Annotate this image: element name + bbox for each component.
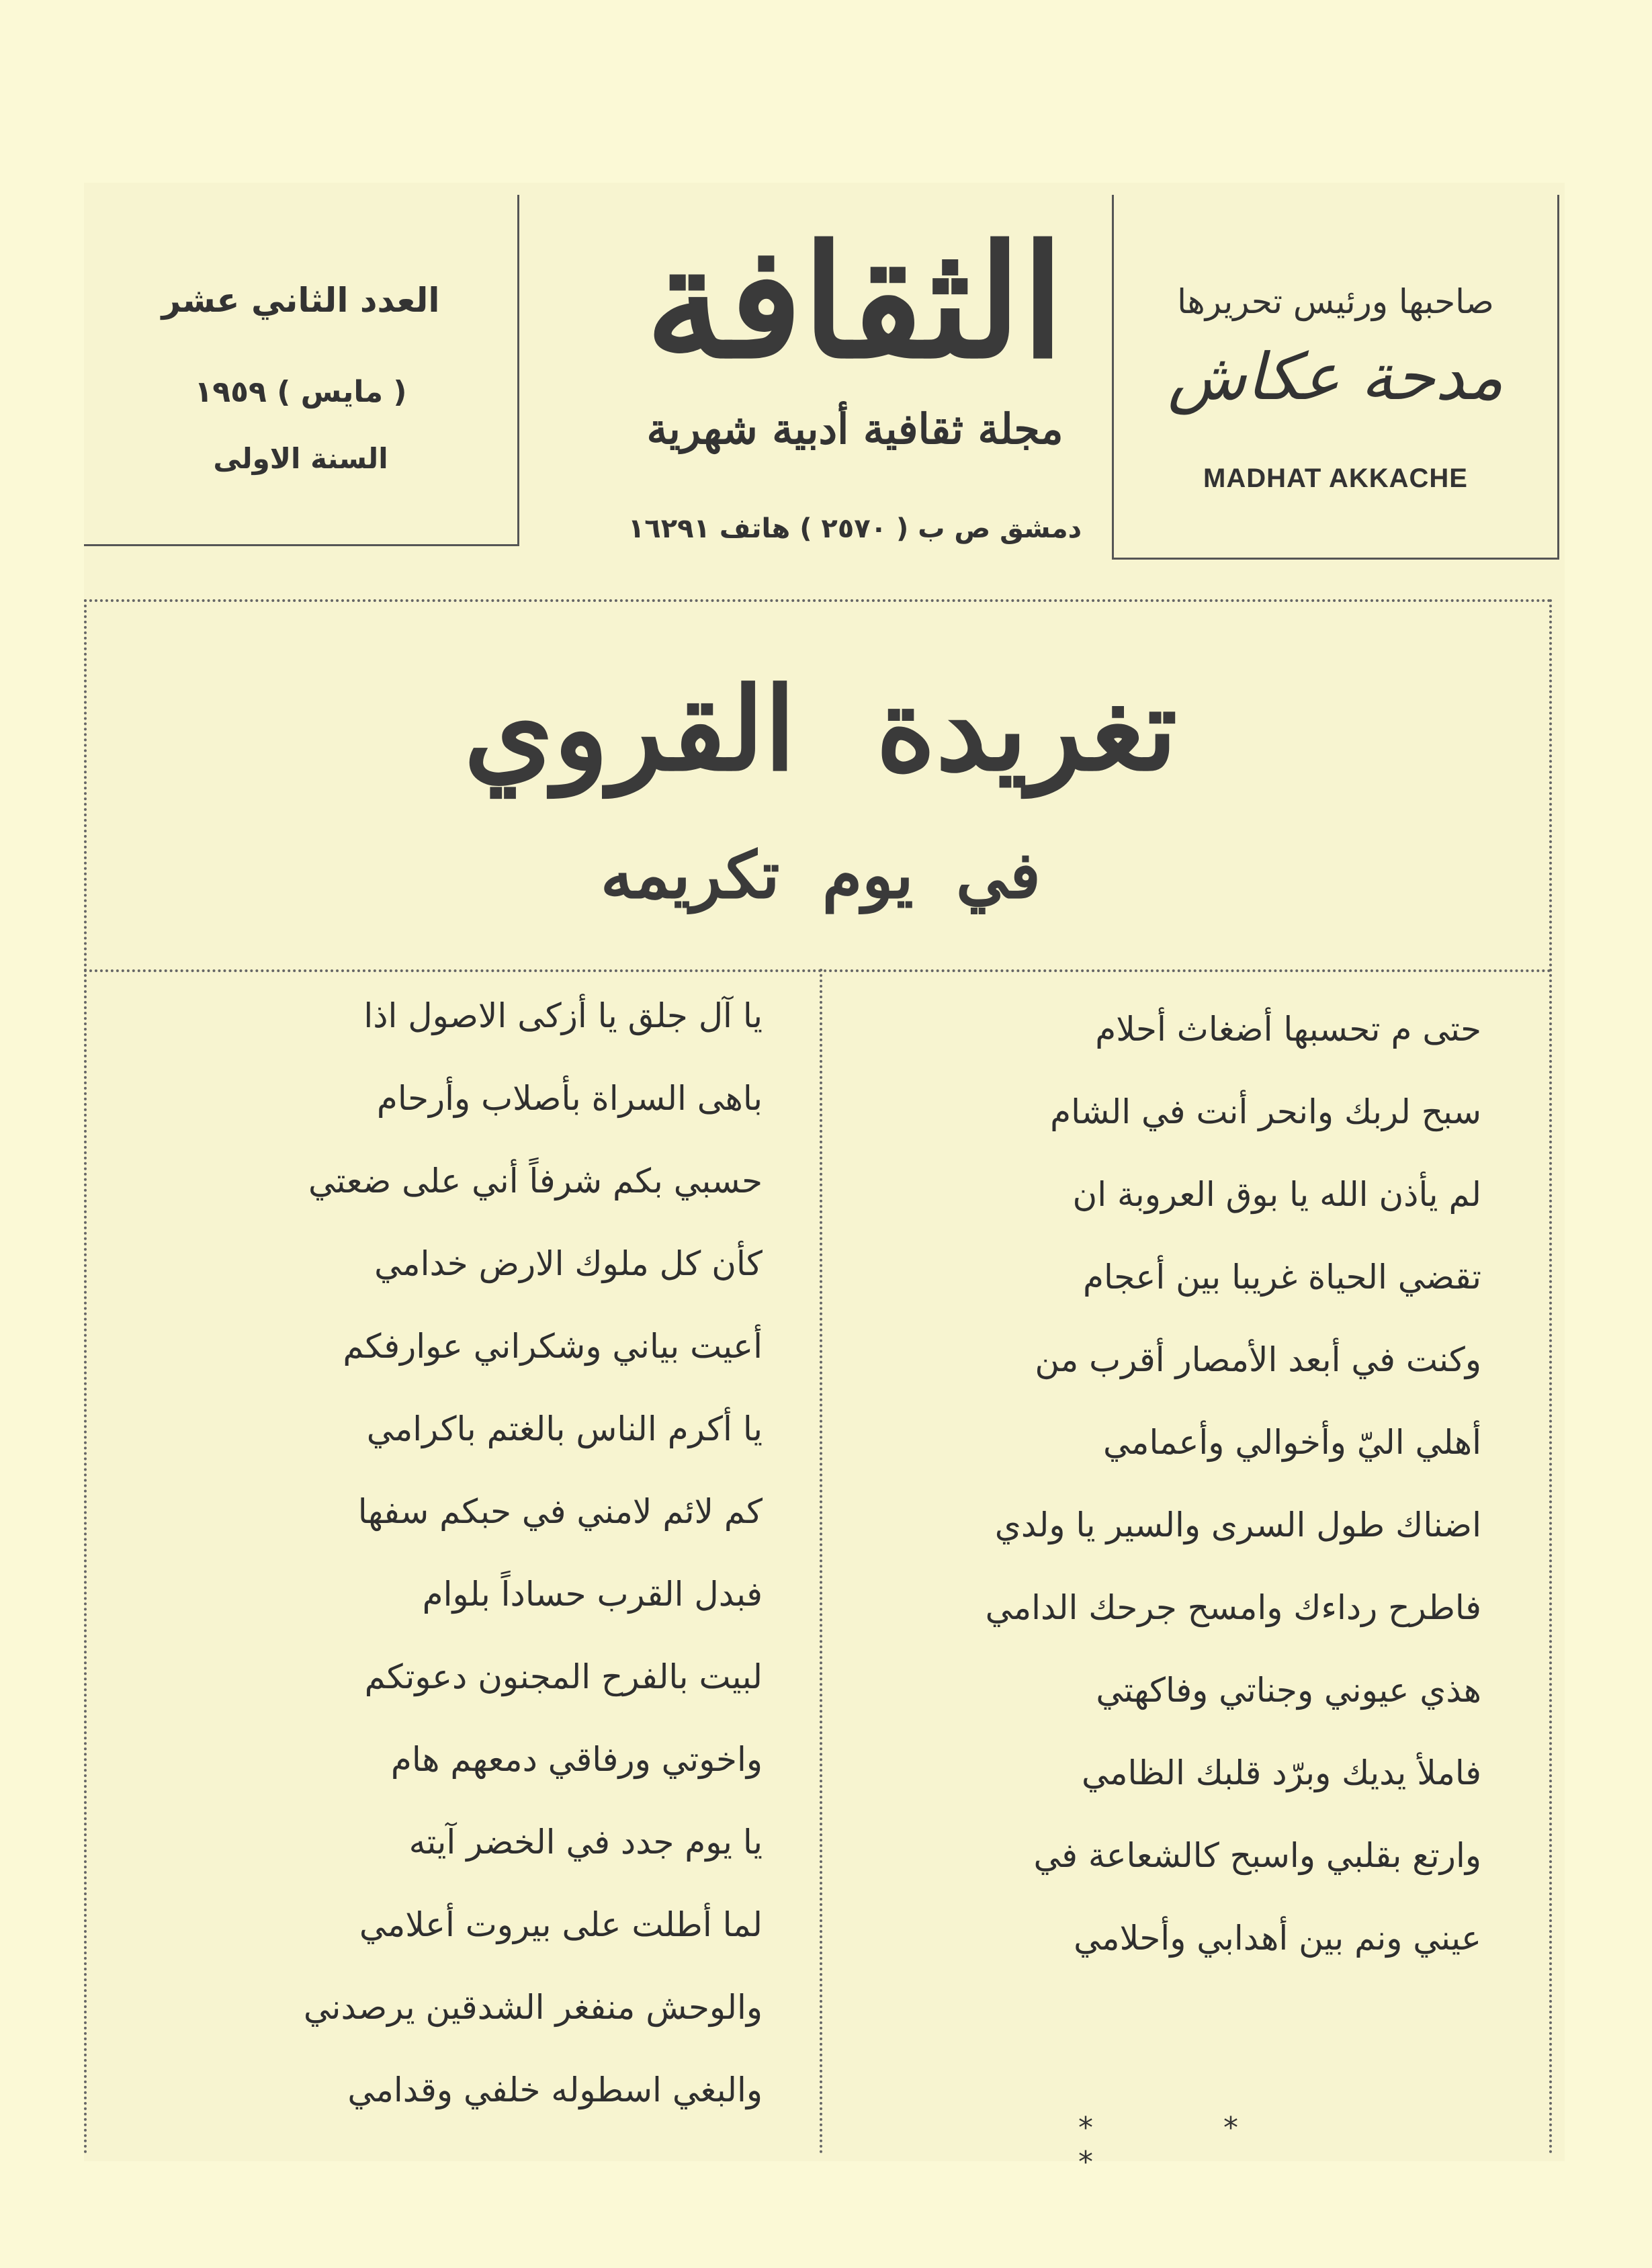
issue-year: السنة الاولى	[213, 442, 388, 475]
verse-line: وكنت في أبعد الأمصار أقرب من	[1035, 1340, 1481, 1379]
verse-line: لما أطلت على بيروت أعلامي	[359, 1905, 763, 1944]
verse-line: باهى السراة بأصلاب وأرحام	[376, 1079, 763, 1118]
section-separator: * * *	[1078, 2111, 1299, 2179]
editor-box	[1112, 195, 1559, 560]
verse-line: أعيت بياني وشكراني عوارفكم	[343, 1327, 763, 1366]
verse-line: سبح لربك وانحر أنت في الشام	[1050, 1092, 1481, 1131]
issue-number: العدد الثاني عشر	[161, 281, 440, 320]
verse-line: أهلي اليّ وأخوالي وأعمامي	[1102, 1423, 1481, 1462]
magazine-title: الثقافة	[645, 212, 1065, 393]
verse-line: فاطرح رداءك وامسح جرحك الدامي	[985, 1588, 1481, 1627]
owner-name: مدحة عكاش	[1168, 339, 1504, 415]
verse-line: يا آل جلق يا أزكى الاصول اذا	[363, 996, 763, 1035]
owner-label: صاحبها ورئيس تحريرها	[1177, 282, 1494, 321]
poem-column-right	[850, 969, 1522, 1958]
owner-name-latin: MADHAT AKKACHE	[1203, 464, 1468, 493]
verse-line: فاملأ يديك وبرّد قلبك الظامي	[1082, 1753, 1481, 1792]
magazine-address: دمشق ص ب ( ٢٥٧٠ ) هاتف ١٦٢٩١	[627, 513, 1082, 544]
masthead	[84, 183, 1565, 559]
verse-line: لم يأذن الله يا بوق العروبة ان	[1072, 1175, 1481, 1214]
masthead-title-block	[521, 183, 1189, 559]
verse-line: اضناك طول السرى والسير يا ولدي	[994, 1506, 1481, 1544]
verse-line: تقضي الحياة غريبا بين أعجام	[1083, 1258, 1481, 1297]
poem-columns	[84, 969, 1552, 2179]
issue-info-box	[84, 195, 519, 546]
verse-line: كم لائم لامني في حبكم سفها	[357, 1492, 763, 1531]
verse-line: فبدل القرب حساداً بلوام	[422, 1575, 763, 1614]
verse-line: يا أكرم الناس بالغتم باكرامي	[366, 1409, 763, 1448]
magazine-page	[84, 183, 1565, 2179]
verse-line: كأن كل ملوك الارض خدامي	[374, 1244, 763, 1283]
column-border-right	[1549, 969, 1552, 2154]
verse-line: حتى م تحسبها أضغاث أحلام	[1095, 1010, 1481, 1049]
verse-line: والبغي اسطوله خلفي وقدامي	[347, 2070, 763, 2109]
article-title-box	[84, 599, 1552, 972]
verse-line: والوحش منفغر الشدقين يرصدني	[303, 1988, 763, 2027]
verse-line: حسبي بكم شرفاً أني على ضعتي	[308, 1162, 763, 1201]
column-divider	[820, 969, 822, 2154]
article-subtitle: في يوم تكريمه	[601, 837, 1041, 913]
verse-line: عيني ونم بين أهدابي وأحلامي	[1074, 1919, 1481, 1958]
article-title: تغريدة القروي	[464, 662, 1178, 797]
poem-column-left	[124, 969, 796, 2110]
verse-line: واخوتي ورفاقي دمعهم هام	[390, 1740, 763, 1779]
verse-line: وارتع بقلبي واسبح كالشعاعة في	[1033, 1836, 1481, 1875]
column-border-left	[84, 969, 87, 2154]
issue-date: ( مايس ) ١٩٥٩	[194, 375, 407, 409]
magazine-subtitle: مجلة ثقافية أدبية شهرية	[646, 404, 1063, 453]
verse-line: هذي عيوني وجناتي وفاكهتي	[1096, 1671, 1481, 1710]
verse-line: لبيت بالفرح المجنون دعوتكم	[364, 1657, 763, 1696]
verse-line: يا يوم جدد في الخضر آيته	[408, 1823, 763, 1862]
